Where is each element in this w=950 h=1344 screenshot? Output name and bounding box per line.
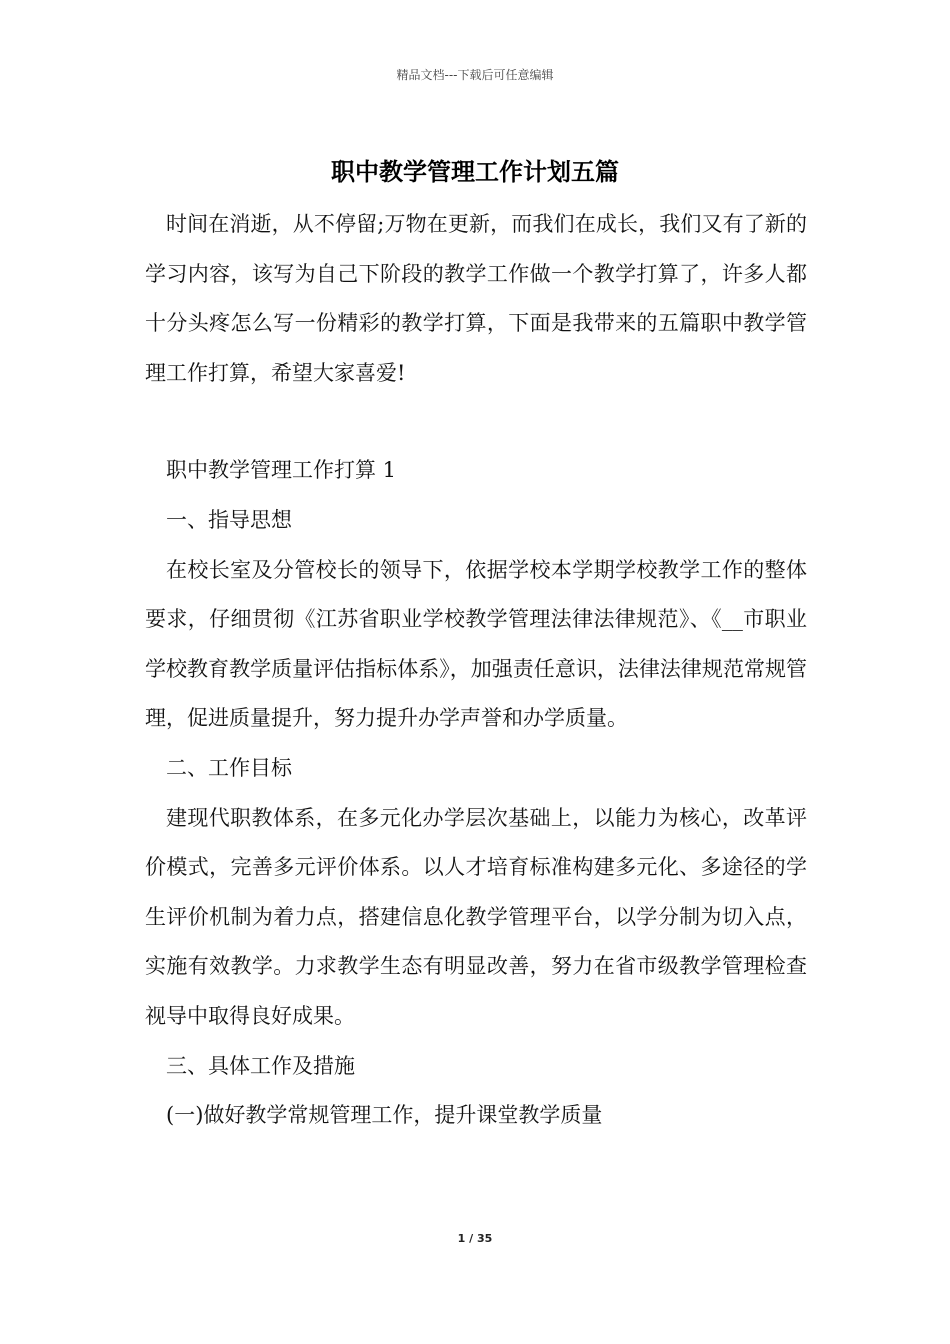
blank-line <box>145 398 807 446</box>
section-title: 职中教学管理工作打算 1 <box>166 458 397 483</box>
document-title: 职中教学管理工作计划五篇 <box>331 158 619 186</box>
heading-guiding-ideas: 一、指导思想 <box>166 507 292 532</box>
heading-measures: 三、具体工作及措施 <box>166 1053 355 1078</box>
document-body <box>145 200 807 1141</box>
subheading-routine-management: (一)做好教学常规管理工作，提升课堂教学质量 <box>166 1103 603 1128</box>
page-number: 1 / 35 <box>457 1232 493 1245</box>
heading-work-goals: 二、工作目标 <box>166 755 292 780</box>
page-header: 精品文档---下载后可任意编辑 <box>396 68 554 82</box>
paragraph-guiding-ideas: 在校长室及分管校长的领导下，依据学校本学期学校教学工作的整体要求，仔细贯彻《江苏省职业学校教学管理法律法律规范》、《__市职业学校教育教学质量评估指标体系》，加强责任意识，法律法律规范常规管理，促进质量提升，努力提升办学声誉和办学质量。 <box>145 557 807 731</box>
paragraph-work-goals: 建现代职教体系，在多元化办学层次基础上，以能力为核心，改革评价模式，完善多元评价体系。以人才培育标准构建多元化、多途径的学生评价机制为着力点，搭建信息化教学管理平台，以学分制为切入点，实施有效教学。力求教学生态有明显改善，努力在省市级教学管理检查视导中取得良好成果。 <box>145 805 807 1028</box>
intro-paragraph: 时间在消逝，从不停留;万物在更新，而我们在成长，我们又有了新的学习内容，该写为自己下阶段的教学工作做一个教学打算了，许多人都十分头疼怎么写一份精彩的教学打算，下面是我带来的五篇职中教学管理工作打算，希望大家喜爱! <box>145 212 807 385</box>
